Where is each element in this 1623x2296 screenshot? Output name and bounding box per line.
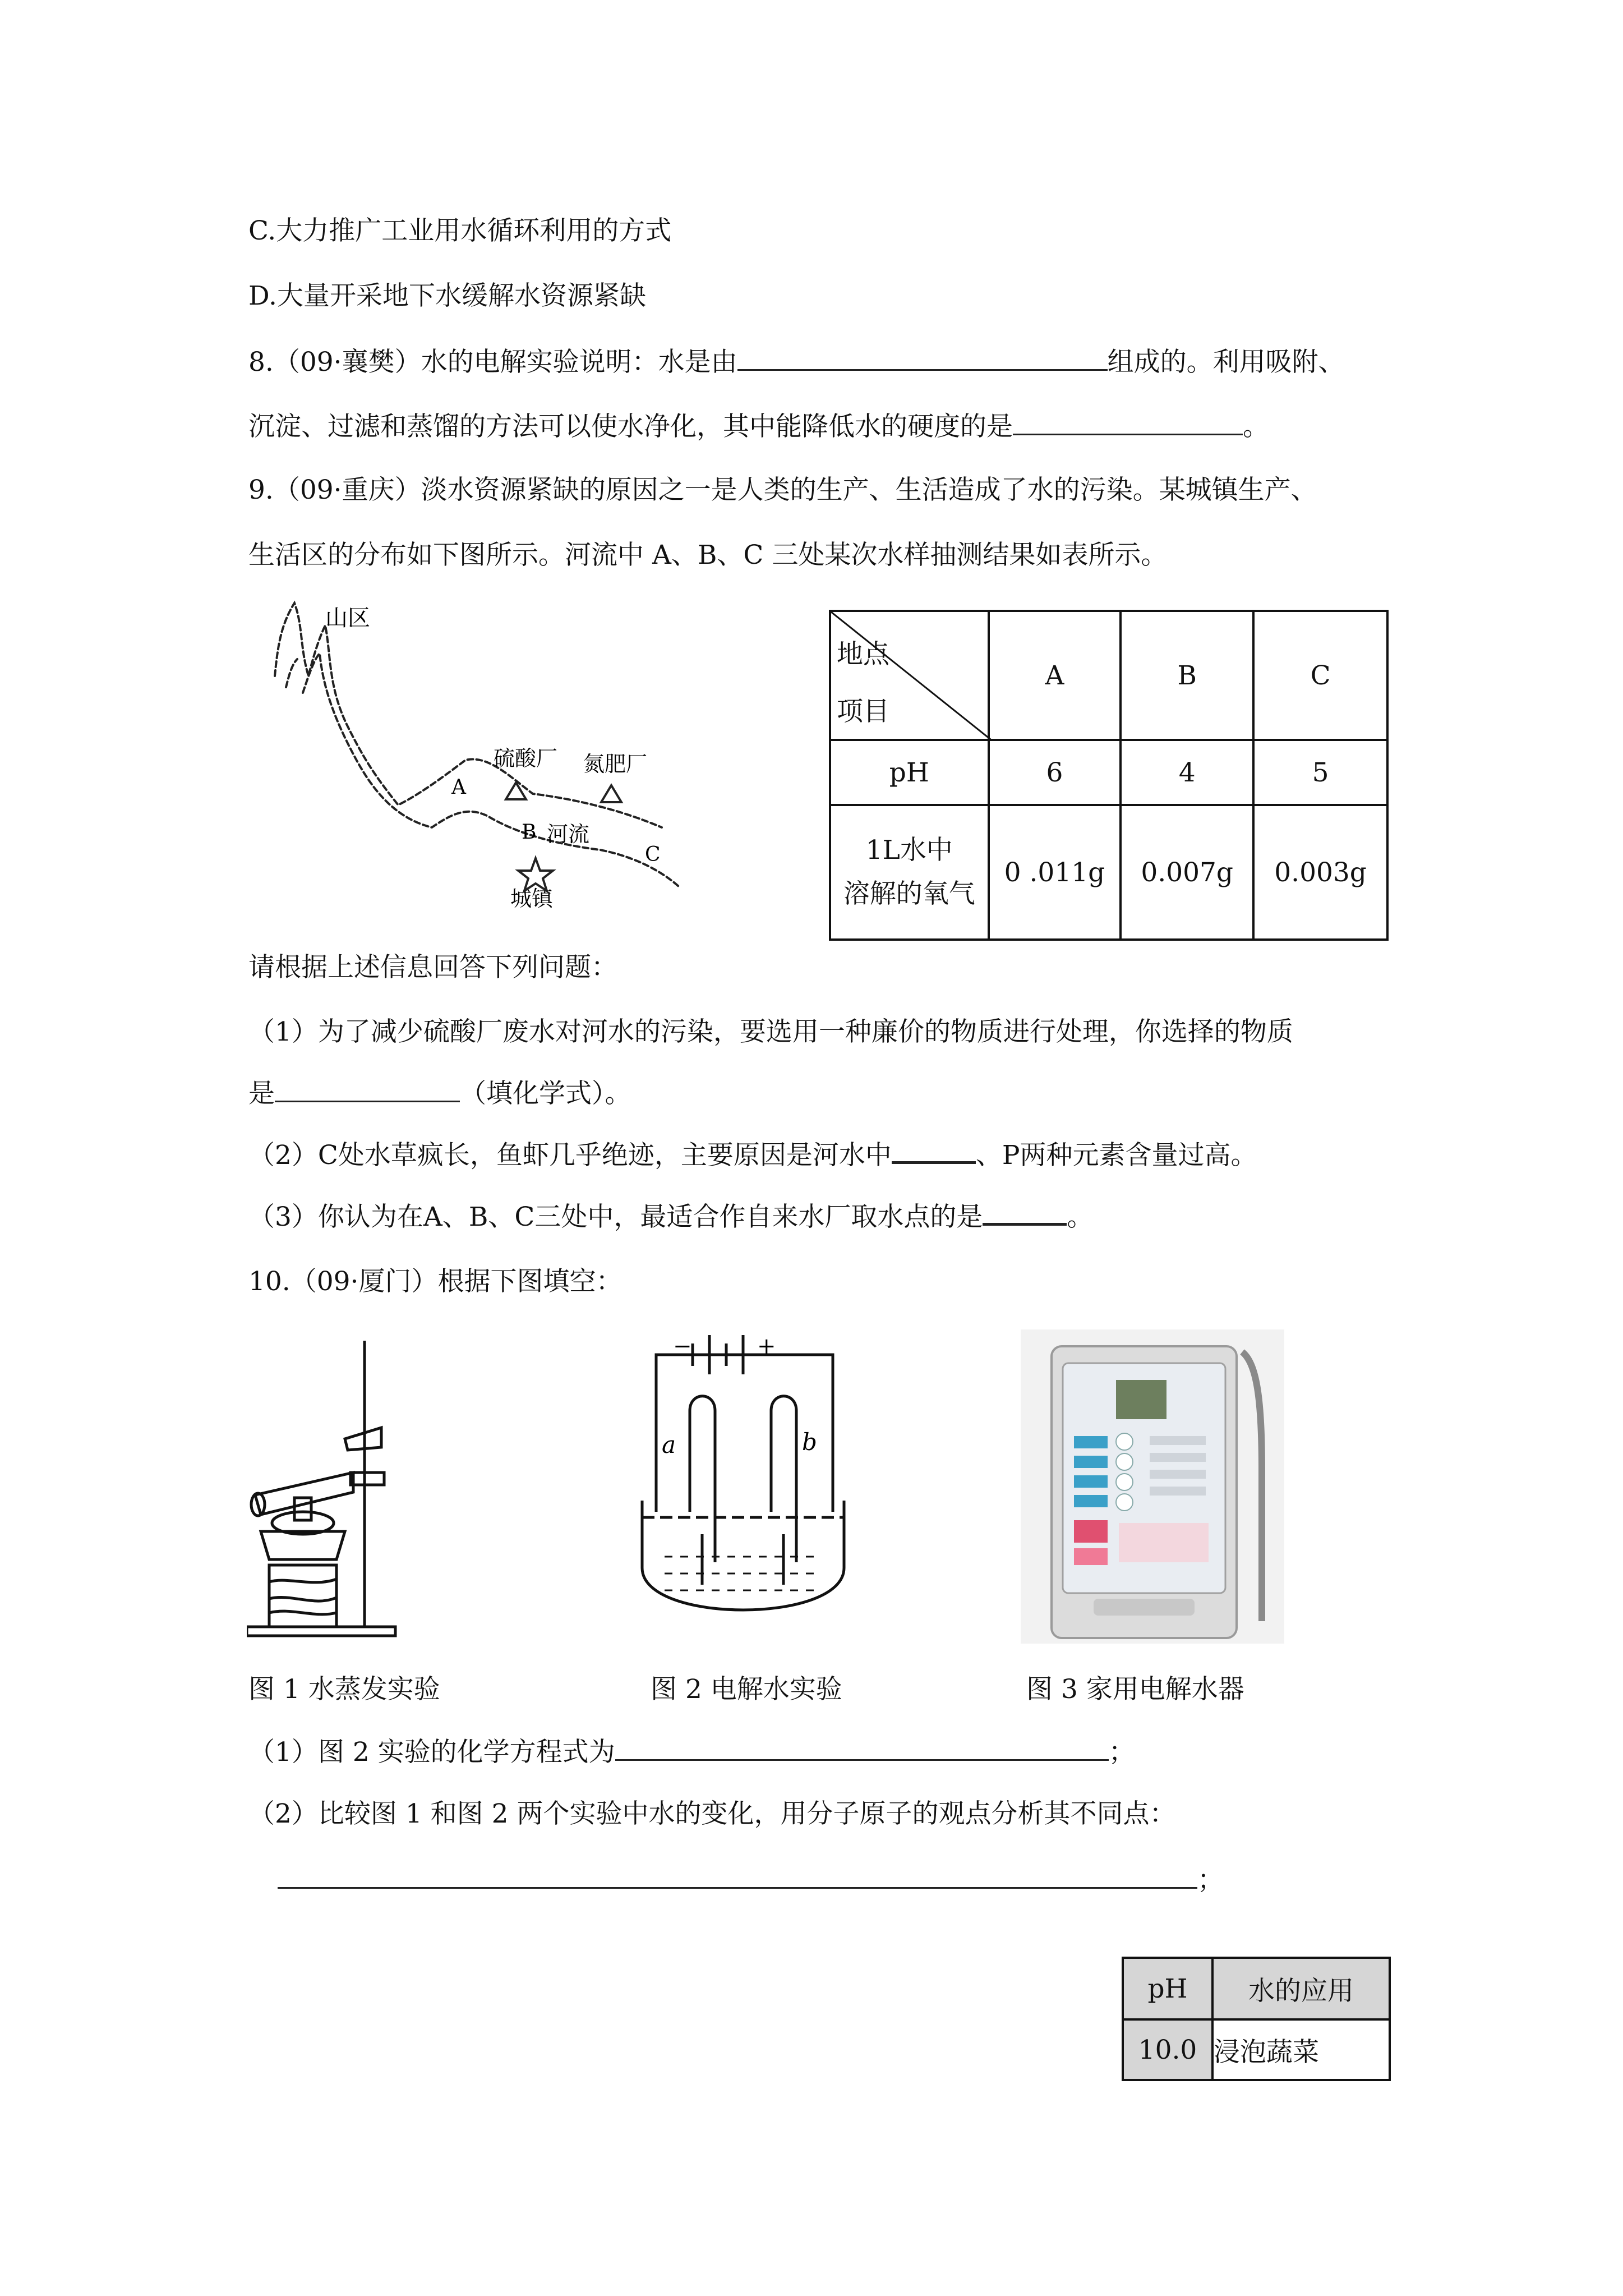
river-map-figure [264,592,690,923]
q10-1-blank[interactable] [615,1734,1109,1761]
table-row-label-oxygen [830,805,989,940]
table-header-b: B [1121,611,1253,740]
q9-1-blank[interactable] [275,1076,460,1102]
question-9-prompt: 请根据上述信息回答下列问题： [248,952,617,983]
table-corner-cell [830,611,989,740]
q8-text-b: 组成的。利用吸附、 [1107,347,1345,378]
q10-1-text-post: ； [1108,1737,1135,1768]
q8-text-d: 。 [1243,411,1269,442]
q9-3-blank[interactable] [983,1198,1067,1226]
figure-3-caption: 图 3 家用电解水器 [1026,1674,1244,1705]
question-9-line2: 生活区的分布如下图所示。河流中 A、B、C 三处某次水样抽测结果如表所示。 [248,540,1168,570]
table2-header-use: 水的应用 [1212,1958,1390,2019]
oxygen-label-line2: 溶解的氧气 [843,878,975,909]
question-9-3 [248,1198,1093,1234]
corner-top-label: 地点 [837,639,889,670]
q8-blank-1[interactable] [737,344,1108,371]
map-point-c: C [645,843,661,866]
map-point-b: B [522,821,537,844]
table2-header-ph: pH [1123,1958,1212,2019]
table-row-label-ph: pH [830,740,989,805]
question-9-1-line1: （1）为了减少硫酸厂废水对河水的污染，要选用一种廉价的物质进行处理，你选择的物质 [248,1016,1293,1047]
map-label-factory1: 硫酸厂 [494,746,558,771]
map-label-mountain: 山区 [325,605,370,631]
table-header-a: A [989,611,1121,740]
table-cell-oxygen-a: 0 .011g [989,805,1121,940]
q10-2-blank[interactable] [278,1862,1197,1889]
minus-sign: − [673,1333,692,1359]
plus-sign: + [757,1333,776,1359]
q9-3-text-pre: （3）你认为在A、B、C三处中，最适合作自来水厂取水点的是 [248,1202,983,1232]
map-label-factory2: 氮肥厂 [583,752,648,776]
question-10-2-answer [278,1862,1224,1897]
table-cell-ph-a: 6 [989,740,1121,805]
table-cell-oxygen-c: 0.003g [1253,805,1387,940]
figure-1-caption: 图 1 水蒸发实验 [248,1674,440,1705]
electrode-a-label: a [662,1431,676,1458]
ph-application-table [1122,1957,1391,2081]
table2-cell-use: 浸泡蔬菜 [1212,2019,1390,2080]
question-10-2: （2）比较图 1 和图 2 两个实验中水的变化，用分子原子的观点分析其不同点： [248,1798,1176,1829]
figure-2-electrolysis [608,1332,850,1646]
table-cell-oxygen-b: 0.007g [1121,805,1253,940]
figure-2-caption: 图 2 电解水实验 [651,1674,842,1705]
water-sample-table [829,610,1389,941]
q9-3-text-post: 。 [1067,1202,1094,1232]
table-cell-ph-b: 4 [1121,740,1253,805]
q8-text-a: 8.（09·襄樊）水的电解实验说明：水是由 [248,347,737,378]
factory2-icon [601,785,621,802]
question-9-line1: 9.（09·重庆）淡水资源紧缺的原因之一是人类的生产、生活造成了水的污染。某城镇生产、 [248,475,1317,505]
map-label-river: 河流 [547,822,590,846]
q9-2-text-post: 、P两种元素含量过高。 [975,1140,1257,1171]
question-10: 10.（09·厦门）根据下图填空： [248,1266,623,1297]
q9-1-text-post: （填化学式）。 [460,1078,631,1109]
figure-1-evaporation [247,1329,404,1644]
map-point-a: A [451,776,466,799]
q8-blank-2[interactable] [1013,409,1243,435]
q8-text-c: 沉淀、过滤和蒸馏的方法可以使水净化，其中能降低水的硬度的是 [248,411,1013,442]
table-cell-ph-c: 5 [1253,740,1387,805]
option-d: D.大量开采地下水缓解水资源紧缺 [248,280,646,311]
q9-2-blank[interactable] [892,1137,976,1164]
question-9-2 [248,1137,1257,1172]
map-label-town: 城镇 [510,886,554,911]
q10-1-text-pre: （1）图 2 实验的化学方程式为 [248,1737,615,1768]
q9-1-text-pre: 是 [248,1078,275,1109]
figure-3-water-ionizer [1021,1329,1284,1644]
question-10-1 [248,1734,1135,1769]
oxygen-label-line1: 1L水中 [865,835,953,866]
q10-2-text-end: ； [1197,1865,1224,1895]
question-8-line1 [248,344,1345,379]
electrode-b-label: b [802,1428,817,1456]
table-header-c: C [1253,611,1387,740]
option-c: C.大力推广工业用水循环利用的方式 [248,215,672,246]
q9-2-text-pre: （2）C处水草疯长，鱼虾几乎绝迹，主要原因是河水中 [248,1140,892,1171]
question-8-line2 [248,409,1269,444]
corner-bottom-label: 项目 [837,696,889,727]
table2-cell-ph: 10.0 [1123,2019,1212,2080]
question-9-1-line2 [248,1076,631,1111]
